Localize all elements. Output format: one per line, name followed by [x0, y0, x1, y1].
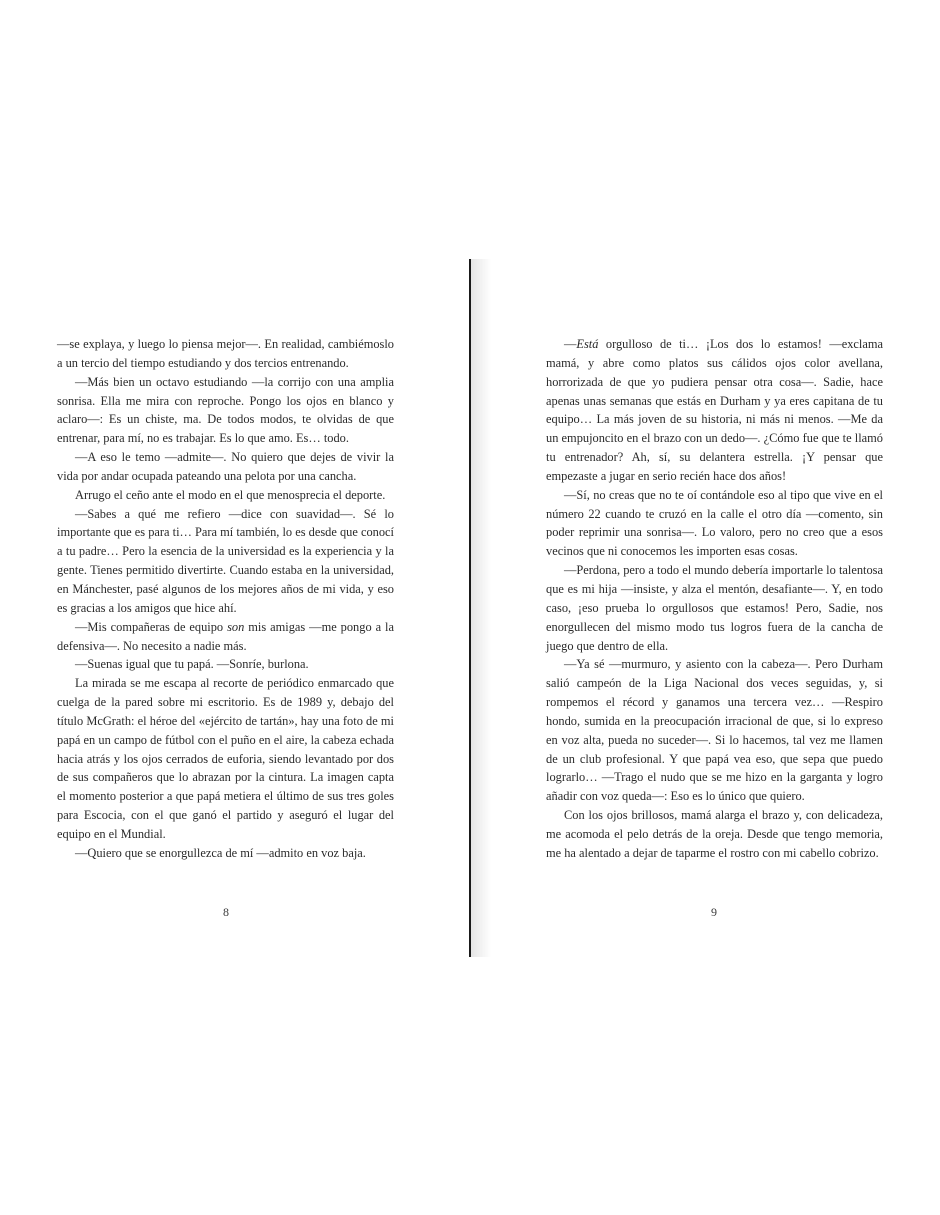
paragraph: Con los ojos brillosos, mamá alarga el brazo y, con delicadeza, me acomoda el pelo detrás de la oreja. Desde que tengo memoria, me ha alentado a dejar de taparme el rostro con mi cabello cobrizo.: [546, 808, 883, 860]
paragraph: —Sí, no creas que no te oí contándole eso al tipo que vive en el número 22 cuando te cruzó en la calle el otro día —comento, sin poder reprimir una sonrisa—. Lo valoro, pero no creo que a esos vecinos que ni conocemos les importen esas cosas.: [546, 487, 883, 559]
left-page: [57, 335, 394, 863]
paragraph: —se explaya, y luego lo piensa mejor—. En realidad, cambiémoslo a un tercio del tiempo estudiando y dos tercios entrenando.: [57, 337, 394, 370]
emphasis: son: [227, 619, 245, 634]
book-spine: [469, 259, 471, 957]
paragraph: [57, 618, 394, 656]
paragraph: —Sabes a qué me refiero —dice con suavidad—. Sé lo importante que es para ti… Para mí también, lo es desde que conocí a tu padre… Pero la esencia de la universidad es la experiencia y la gente. Tienes permitido divertirte. Cuando estaba en la universidad, en Mánchester, pasé algunos de los mejores años de mi vida, y eso es gracias a los amigos que hice ahí.: [57, 506, 394, 615]
paragraph-text: —Mis compañeras de equipo: [75, 619, 228, 634]
paragraph: —Ya sé —murmuro, y asiento con la cabeza—. Pero Durham salió campeón de la Liga Nacional dos veces seguidas, y, si rompemos el récord y ganamos una tercera vez… —Respiro hondo, sumida en la preocupación irracional de que, si lo expreso en voz alta, pueda no suceder—. Si lo hacemos, tal vez me llamen de un club profesional. Y que papá vea eso, que sepa que puedo lograrlo… —Trago el nudo que se me hizo en la garganta y logro añadir con voz queda—: Eso es lo único que quiero.: [546, 657, 883, 804]
paragraph: La mirada se me escapa al recorte de periódico enmarcado que cuelga de la pared sobre mi escritorio. Es de 1989 y, debajo del título McGrath: el héroe del «ejército de tartán», hay una foto de mi papá en un campo de fútbol con el puño en el aire, la cabeza echada hacia atrás y los ojos cerrados de euforia, siendo levantado por dos de sus compañeros que lo abrazan por la cintura. La imagen capta el momento posterior a que papá metiera el último de sus tres goles para Escocia, con el que ganó el partido y aseguró el lugar del equipo en el Mundial.: [57, 676, 394, 841]
paragraph: —A eso le temo —admite—. No quiero que dejes de vivir la vida por andar ocupada pateando una pelota por una cancha.: [57, 450, 394, 483]
paragraph: —Más bien un octavo estudiando —la corrijo con una amplia sonrisa. Ella me mira con reproche. Pongo los ojos en blanco y aclaro—: Es un chiste, ma. De todos modos, te olvidas de que entrenar, para mí, no es trabajar. Es lo que amo. Es… todo.: [57, 374, 394, 446]
paragraph: [546, 335, 883, 486]
paragraph: —Perdona, pero a todo el mundo debería importarle lo talentosa que es mi hija —insiste, y alza el mentón, desafiante—. Y, en todo caso, ¡eso prueba lo orgullosos que estamos! Pero, Sadie, nos enorgullecen del mismo modo tus logros fuera de la cancha de juego que dentro de ella.: [546, 563, 883, 653]
paragraph-text: —: [564, 337, 577, 351]
paragraph: —Quiero que se enorgullezca de mí —admito en voz baja.: [75, 845, 366, 860]
book-gutter-shadow: [471, 259, 491, 957]
paragraph-text: mis amigas —me pongo a la defensiva—. No necesito a nadie más.: [57, 619, 394, 653]
page-number-left: 8: [223, 905, 229, 919]
right-page: [546, 335, 883, 863]
paragraph: Arrugo el ceño ante el modo en el que menosprecia el deporte.: [75, 487, 386, 502]
page-number-right: 9: [711, 905, 717, 919]
paragraph-text: orgulloso de ti… ¡Los dos lo estamos! —exclama mamá, y abre como platos sus cálidos ojos color avellana, horrorizada de que yo pudiera pensar otra cosa—. Sadie, hace apenas unas semanas que estás en Durham y ya eres capitana de tu equipo… La más joven de su historia, ni más ni menos. —Me da un empujoncito en el brazo con un dedo—. ¿Cómo fue que te llamó tu entrenador? Ah, sí, su delantera estrella. ¡Y pensar que empezaste a jugar en serio recién hace dos años!: [546, 337, 883, 483]
paragraph: —Suenas igual que tu papá. —Sonríe, burlona.: [75, 657, 309, 672]
emphasis: Está: [576, 337, 599, 351]
